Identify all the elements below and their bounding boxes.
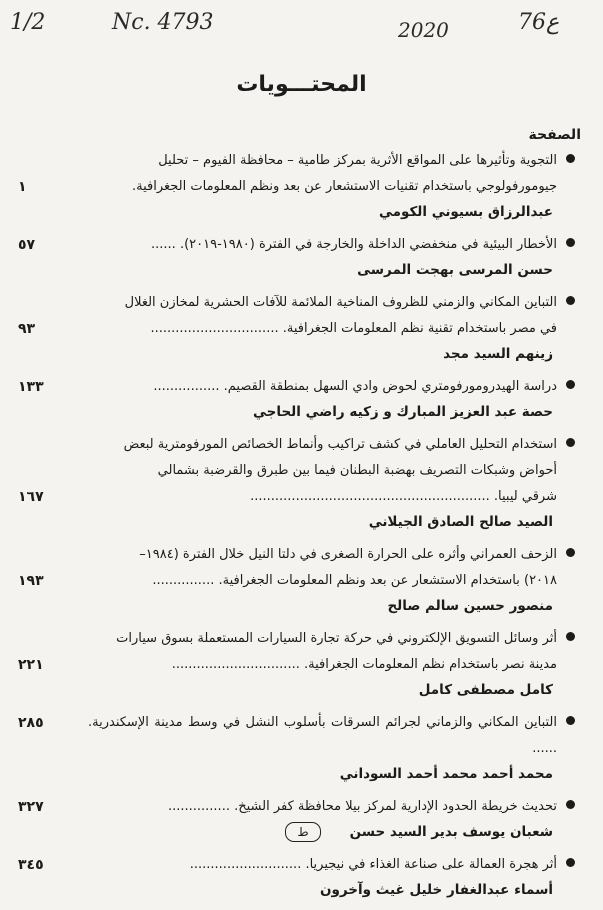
entry-title-row (18, 432, 583, 458)
entry-title-row (18, 174, 583, 200)
entry-author: حصة عبد العزيز المبارك و زكيه راضي الحاجي (253, 404, 553, 420)
entry-page-number: ١٦٧ (18, 489, 44, 505)
entry-title-line: أثر هجرة العمالة على صناعة الغذاء في نيجيريا. ........................... (189, 857, 557, 872)
entry-page-number: ١ (18, 179, 27, 195)
entry-title-line: مدينة نصر باستخدام نظم المعلومات الجغرافية. ............................... (171, 657, 557, 672)
entry-title-line: استخدام التحليل العاملي في كشف تراكيب وأنماط الخصائص المورفومترية لبعض (123, 437, 557, 452)
entry-author: منصور حسين سالم صالح (387, 598, 553, 614)
handwritten-note-left: 1/2 (10, 10, 46, 35)
entry-page-number: ٢٨٥ (18, 715, 44, 731)
entry-author: الصيد صالح الصادق الجيلاني (368, 514, 553, 530)
entry-title-row (18, 794, 583, 820)
handwritten-note-year: 2020 (398, 18, 449, 42)
contents-entry (18, 710, 583, 786)
entry-title-line: التباين المكاني والزمني للظروف المناخية الملائمة للآفات الحشرية لمخازن الغلال (124, 295, 557, 310)
entry-title-row (18, 290, 583, 316)
contents-entry (18, 626, 583, 702)
contents-entry (18, 852, 583, 902)
bullet-icon (566, 238, 575, 247)
entry-page-number: ١٣٣ (18, 379, 44, 395)
entry-title-line: ٢٠١٨) باستخدام الاستشعار عن بعد ونظم المعلومات الجغرافية. ............... (152, 573, 557, 588)
entry-title-line: دراسة الهيدرومورفومتري لحوض وادي السهل بمنطقة القصيم. ................ (153, 379, 557, 394)
entry-title-row (18, 458, 583, 484)
entry-title-row (18, 374, 583, 400)
contents-entry (18, 374, 583, 424)
entry-title-line: التجوية وتأثيرها على المواقع الأثرية بمركز طامية – محافظة الفيوم – تحليل (158, 153, 557, 168)
entry-title-line: الأخطار البيئية في منخفضي الداخلة والخارجة في الفترة (١٩٨٠-٢٠١٩). ...... (151, 237, 557, 252)
bullet-icon (566, 296, 575, 305)
entry-title-row (18, 316, 583, 342)
entry-title-line: في مصر باستخدام تقنية نظم المعلومات الجغرافية. ............................... (150, 321, 557, 336)
entry-author: عبدالرزاق بسيوني الكومي (378, 204, 553, 220)
entry-title-row (18, 484, 583, 510)
entry-title-line: أثر وسائل التسويق الإلكتروني في حركة تجارة السيارات المستعملة بسوق سيارات (116, 631, 557, 646)
entry-title-row (18, 568, 583, 594)
entry-author: حسن المرسى بهجت المرسى (357, 262, 553, 278)
entry-title-line: شرقي ليبيا. .......................................................... (250, 489, 557, 504)
entry-page-number: ٣٢٧ (18, 799, 44, 815)
bullet-icon (566, 438, 575, 447)
contents-entry (18, 232, 583, 282)
bullet-icon (566, 380, 575, 389)
entry-author: كامل مصطفى كامل (418, 682, 553, 698)
bullet-icon (566, 800, 575, 809)
entry-title-row (18, 710, 583, 762)
contents-entry (18, 148, 583, 224)
entry-page-number: ٩٣ (18, 321, 36, 337)
entry-page-number: ٣٤٥ (18, 857, 44, 873)
entry-page-number: ٢٢١ (18, 657, 44, 673)
bullet-icon (566, 548, 575, 557)
entry-title-row (18, 232, 583, 258)
page-column-header: الصفحة (528, 127, 581, 143)
page-title: المحتـــويات (236, 72, 367, 97)
bullet-icon (566, 858, 575, 867)
entry-title-row (18, 542, 583, 568)
entry-author: محمد أحمد محمد أحمد السوداني (339, 766, 553, 782)
entry-title-line: التباين المكاني والزماني لجرائم السرقات بأسلوب النشل في وسط مدينة الإسكندرية. ...... (88, 715, 557, 756)
entry-title-row (18, 626, 583, 652)
entry-author: شعبان يوسف بدير السيد حسن (349, 824, 553, 840)
bullet-icon (566, 716, 575, 725)
handwritten-note-right: 76ع (518, 10, 560, 35)
contents-entry (18, 432, 583, 534)
entry-title-row (18, 148, 583, 174)
bullet-icon (566, 632, 575, 641)
entry-page-number: ١٩٣ (18, 573, 44, 589)
page-folio: ط (285, 822, 321, 842)
entry-author: أسماء عبدالغفار خليل غيث وآخرون (319, 882, 553, 898)
bullet-icon (566, 154, 575, 163)
entry-title-line: جيومورفولوجي باستخدام تقنيات الاستشعار عن بعد ونظم المعلومات الجغرافية. (131, 179, 557, 194)
entry-author: زينهم السيد مجد (443, 346, 553, 362)
entry-title-row (18, 652, 583, 678)
handwritten-note-number: Nc. 4793 (112, 10, 214, 35)
contents-entry (18, 290, 583, 366)
contents-entry (18, 542, 583, 618)
entry-title-line: تحديث خريطة الحدود الإدارية لمركز بيلا محافظة كفر الشيخ. ............... (167, 799, 557, 814)
entry-title-line: أحواض وشبكات التصريف بهضبة البطنان فيما بين طبرق والقرضبة بشمالي (157, 463, 557, 478)
entry-page-number: ٥٧ (18, 237, 36, 253)
contents-list (18, 148, 583, 910)
entry-title-row (18, 852, 583, 878)
entry-title-line: الزحف العمراني وأثره على الحرارة الصغرى في دلتا النيل خلال الفترة (١٩٨٤– (139, 547, 557, 562)
